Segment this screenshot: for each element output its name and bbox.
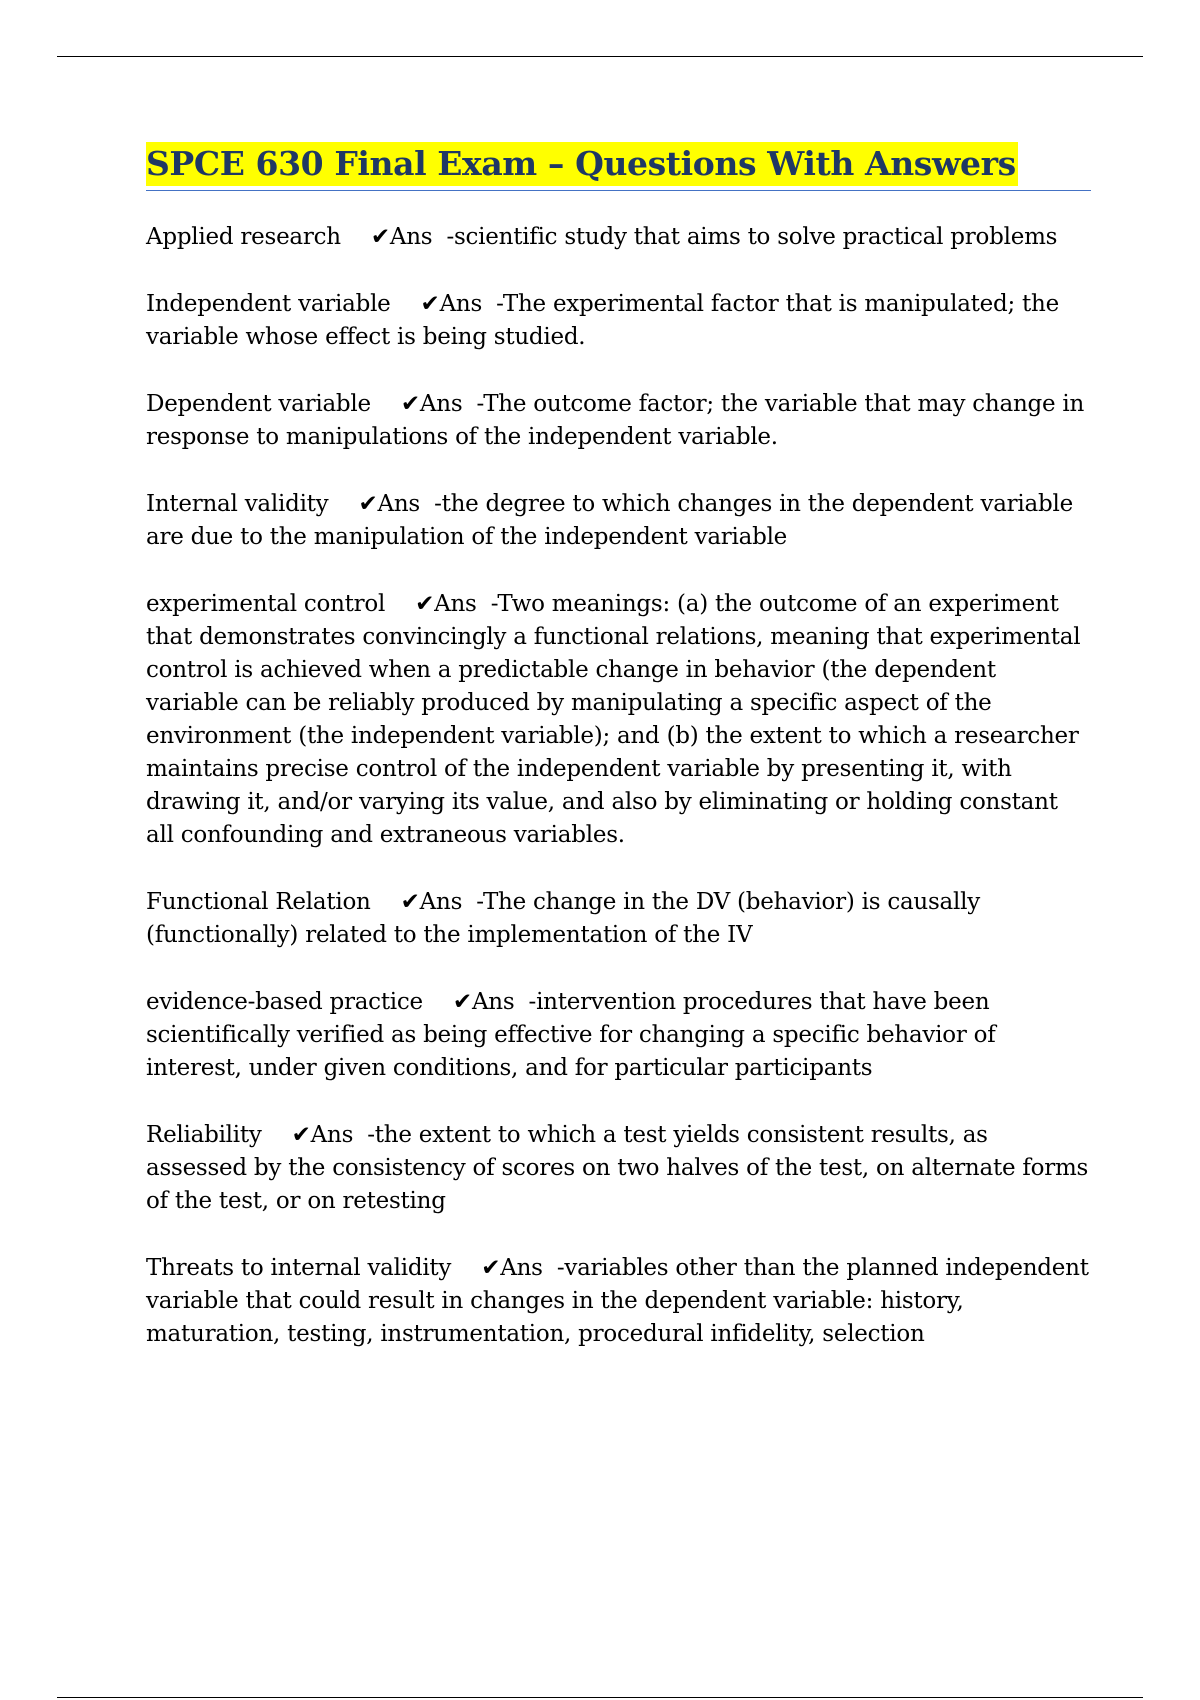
qa-entry (146, 488, 1091, 554)
entry-term: Independent variable (146, 291, 391, 317)
qa-entry (146, 1252, 1091, 1351)
qa-entry (146, 588, 1091, 852)
qa-entry (146, 886, 1091, 952)
entry-definition: -The outcome factor; the variable that may change in response to manipulations of the independent variable. (146, 391, 1085, 450)
qa-entry (146, 1119, 1091, 1218)
entry-term: Reliability (146, 1122, 262, 1148)
answer-marker: ✔Ans (370, 224, 433, 250)
entry-definition: -the extent to which a test yields consistent results, as assessed by the consistency of scores on two halves of the test, on alternate forms of the test, or on retesting (146, 1122, 1089, 1214)
entry-definition: -Two meanings: (a) the outcome of an experiment that demonstrates convincingly a functional relations, meaning that experimental control is achieved when a predictable change in behavior (the dependent variable can be reliably produced by manipulating a specific aspect of the environment (the independent variable); and (b) the extent to which a researcher maintains precise control of the independent variable by presenting it, with drawing it, and/or varying its value, and also by eliminating or holding constant all confounding and extraneous variables. (146, 591, 1081, 848)
qa-entry (146, 221, 1091, 254)
entry-definition: -scientific study that aims to solve practical problems (446, 224, 1058, 250)
entry-term: Applied research (146, 224, 341, 250)
answer-marker: ✔Ans (415, 591, 477, 617)
entry-definition: -The experimental factor that is manipulated; the variable whose effect is being studied. (146, 291, 1059, 350)
document-body (146, 142, 1091, 1385)
entry-definition: -The change in the DV (behavior) is causally (functionally) related to the implementation of the IV (146, 889, 980, 948)
qa-entry (146, 388, 1091, 454)
bottom-rule (57, 1697, 1143, 1698)
entry-term: experimental control (146, 591, 386, 617)
qa-entry (146, 288, 1091, 354)
entry-term: Threats to internal validity (146, 1255, 452, 1281)
answer-marker: ✔Ans (400, 889, 463, 915)
entry-term: Dependent variable (146, 391, 371, 417)
answer-marker: ✔Ans (291, 1122, 354, 1148)
answer-marker: ✔Ans (358, 491, 420, 517)
answer-marker: ✔Ans (481, 1255, 543, 1281)
top-rule (57, 56, 1143, 57)
entry-definition: -intervention procedures that have been scientifically verified as being effective for changing a specific behavior of interest, under given conditions, and for particular participants (146, 989, 996, 1081)
entry-definition: -variables other than the planned independent variable that could result in changes in the dependent variable: history, maturation, testing, instrumentation, procedural infidelity, selection (146, 1255, 1089, 1347)
entry-definition: -the degree to which changes in the dependent variable are due to the manipulation of the independent variable (146, 491, 1073, 550)
entry-term: evidence-based practice (146, 989, 423, 1015)
entry-term: Functional Relation (146, 889, 371, 915)
answer-marker: ✔Ans (420, 291, 483, 317)
answer-marker: ✔Ans (400, 391, 463, 417)
answer-marker: ✔Ans (452, 989, 515, 1015)
page-title: SPCE 630 Final Exam – Questions With Answers (146, 142, 1018, 186)
qa-entry (146, 986, 1091, 1085)
entry-term: Internal validity (146, 491, 329, 517)
title-underline (146, 142, 1091, 191)
